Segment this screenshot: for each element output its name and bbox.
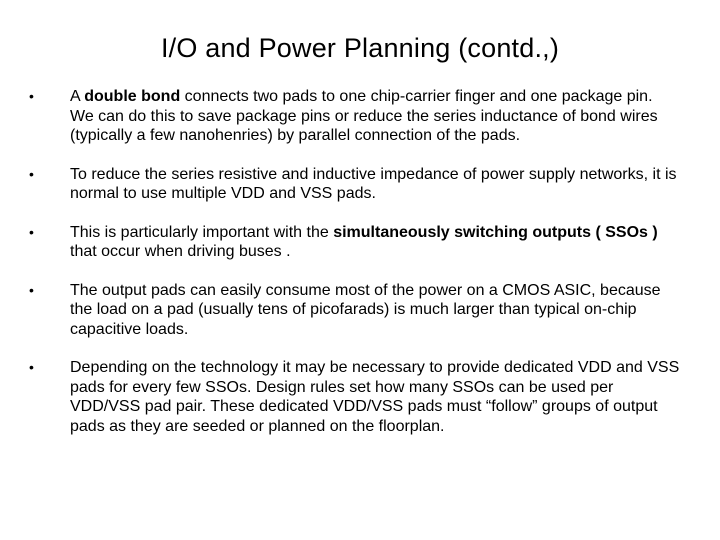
bullet-bold-term: simultaneously switching outputs ( SSOs ) (333, 223, 658, 241)
bullet-text: A (70, 88, 85, 105)
bullet-icon: • (29, 88, 34, 104)
bullet-item-output-power (0, 281, 720, 340)
bullet-item-dedicated-pads (0, 358, 720, 436)
bullet-item-sso (0, 223, 720, 262)
slide-title: I/O and Power Planning (contd.,) (160, 33, 560, 63)
bullet-text: Depending on the technology it may be necessary to provide dedicated VDD and VSS pads for every few SSOs. Design rules set how many SSOs can be used per VDD/VSS pad pair. These dedicated VDD/VSS pads must “follow” groups of output pads as they are seeded or planned on the floorplan. (70, 359, 680, 435)
bullet-item-double-bond (0, 87, 720, 146)
bullet-icon: • (29, 223, 34, 240)
bullet-text: that occur when driving buses . (70, 243, 291, 260)
bullet-text: To reduce the series resistive and inductive impedance of power supply networks, it is normal to use multiple VDD and VSS pads. (70, 165, 677, 202)
bullet-icon: • (29, 165, 34, 182)
bullet-text: The output pads can easily consume most of the power on a CMOS ASIC, because the load on a pad (usually tens of picofarads) is much larger than typical on-chip capacitive loads. (70, 281, 661, 338)
bullet-icon: • (29, 359, 34, 375)
bullet-text: connects two pads to one chip-carrier finger and one package pin. We can do this to save package pins or reduce the series inductance of bond wires (typically a few nanohenries) by parallel connection of the pads. (70, 88, 658, 144)
bullet-bold-term: double bond (84, 88, 181, 105)
bullet-item-multiple-pads (0, 165, 720, 204)
bullet-icon: • (29, 281, 34, 298)
bullet-text: This is particularly important with the (70, 223, 334, 241)
bullet-list (0, 87, 720, 455)
